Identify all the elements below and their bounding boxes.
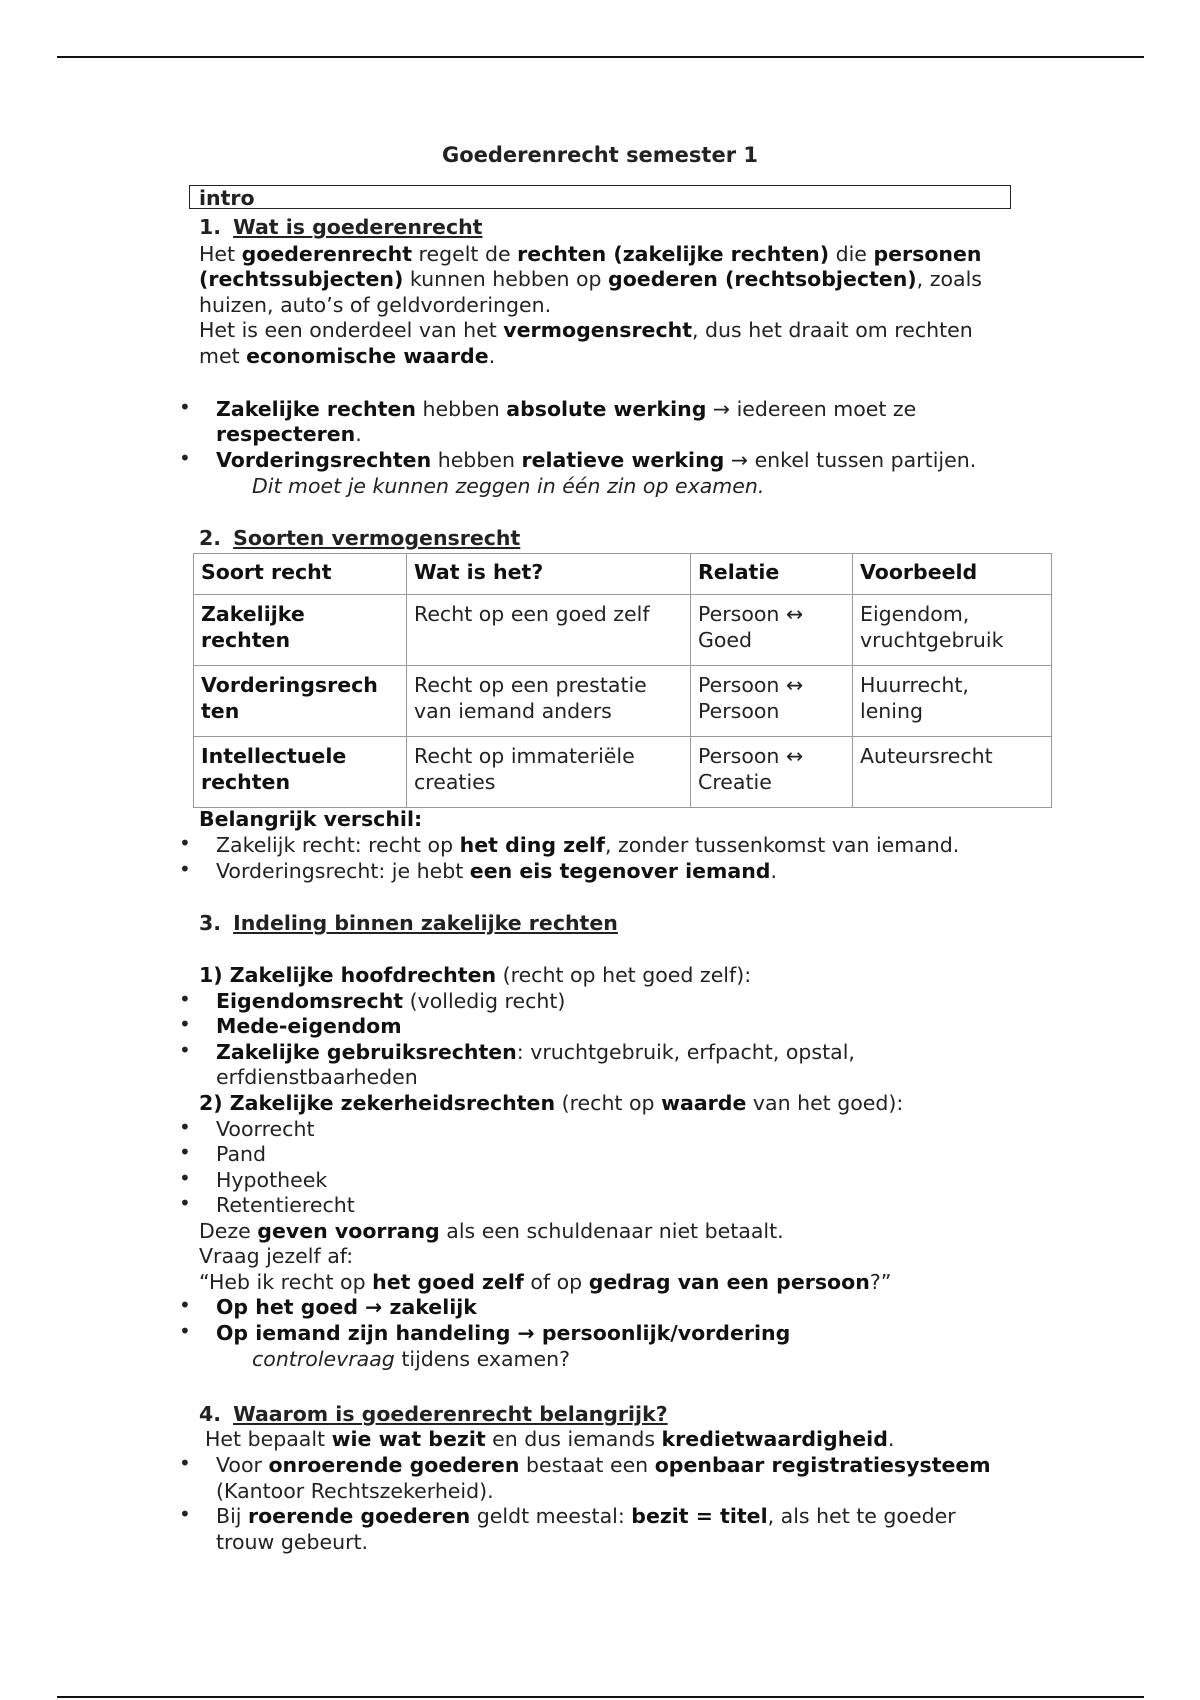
text: → enkel tussen partijen. [724,448,977,472]
cell-line: lening [860,699,924,723]
list-item-text [216,1452,991,1478]
table-cell [691,595,853,666]
question-line [199,1269,891,1295]
s1-line-4 [199,317,973,343]
list-item-text [216,1039,855,1065]
table-header-cell [194,554,407,595]
section-3-number: 3. [199,911,222,935]
bold-text: respecteren [216,422,356,446]
table-cell [407,666,691,737]
cell-line: Recht op een prestatie [414,673,647,697]
list-item-continuation [216,421,362,447]
header-text: Soort recht [201,560,332,584]
bold-text: wie wat bezit [331,1427,486,1451]
cell-line: van iemand anders [414,699,612,723]
cell-line: Auteursrecht [860,744,993,768]
table-row [194,595,1052,666]
cell-line: Zakelijke [201,602,305,626]
list-item-text: Pand [216,1142,267,1166]
section-2-title: Soorten vermogensrecht [233,526,521,550]
list-item-text: Voorrecht [216,1117,315,1141]
text: : vruchtgebruik, erfpacht, opstal, [516,1040,855,1064]
s1-line-5 [199,343,495,369]
bold-text: het goed zelf [372,1270,524,1294]
bold-text: het ding zelf [459,833,605,857]
text: , zoals [916,267,982,291]
bullet-icon: • [179,395,191,419]
table-cell [194,595,407,666]
important-label [199,806,422,832]
text: als een schuldenaar niet betaalt. [439,1219,784,1243]
text: Voor [216,1453,269,1477]
bold-text: Op iemand zijn handeling → persoonlijk/vordering [216,1321,791,1345]
table-cell [853,737,1052,808]
table-row [194,666,1052,737]
rights-table [193,553,1052,808]
bold-text: personen [873,242,982,266]
list-item-continuation: (Kantoor Rechtszekerheid). [216,1479,494,1503]
text: tijdens examen? [394,1347,570,1371]
bold-text: vermogensrecht [503,318,693,342]
bold-text: Eigendomsrecht [216,989,404,1013]
bold-text: geven voorrang [257,1219,440,1243]
bold-text: Zakelijke gebruiksrechten [216,1040,517,1064]
header-rule [57,56,1144,58]
text: geldt meestal: [470,1504,632,1528]
bold-text: Mede-eigendom [216,1014,402,1038]
table-header-cell [407,554,691,595]
list-item-text [216,1294,477,1320]
cell-line: vruchtgebruik [860,628,1004,652]
text: kunnen hebben op [403,267,609,291]
text: hebben [431,448,522,472]
list-item-text [216,447,976,473]
bullet-icon: • [179,1502,191,1526]
text: Het is een onderdeel van het [199,318,504,342]
bold-text: bezit = titel [631,1504,768,1528]
text: (volledig recht) [403,989,566,1013]
italic-text: controlevraag [252,1347,395,1371]
bold-text: 1) Zakelijke hoofdrechten [199,963,497,987]
list-item-text [216,988,565,1014]
cell-line: Creatie [698,770,772,794]
text: bestaat een [519,1453,655,1477]
table-cell [853,595,1052,666]
table-header-cell [691,554,853,595]
bold-text: waarde [661,1091,747,1115]
table-cell [691,737,853,808]
cell-line: Recht op immateriële [414,744,635,768]
s1-line-3: huizen, auto’s of geldvorderingen. [199,293,552,317]
cell-line: Recht op een goed zelf [414,602,650,626]
bold-text: Op het goed → zakelijk [216,1295,477,1319]
section-1-title: Wat is goederenrecht [233,215,483,239]
s1-line-1 [199,241,982,267]
text: ?” [869,1270,892,1294]
text: en dus iemands [485,1427,662,1451]
bold-text: 2) Zakelijke zekerheidsrechten [199,1091,556,1115]
list-item-text [216,1013,402,1039]
table-cell [853,666,1052,737]
s4-line-1 [205,1426,894,1452]
text: met [199,344,247,368]
bold-text: economische waarde [246,344,489,368]
bold-text: relatieve werking [521,448,725,472]
text: regelt de [412,242,518,266]
cell-line: Persoon [698,699,780,723]
cell-line: rechten [201,770,291,794]
bold-text: (rechtssubjecten) [199,267,404,291]
bold-text: roerende goederen [247,1504,471,1528]
bold-text: goederenrecht [241,242,412,266]
bullet-icon: • [179,1012,191,1036]
cell-line: Eigendom, [860,602,970,626]
bold-text: openbaar registratiesysteem [654,1453,991,1477]
bullet-icon: • [179,831,191,855]
text: die [829,242,874,266]
list-item-continuation: trouw gebeurt. [216,1530,369,1554]
list-item-text [216,832,959,858]
ask-yourself-line: Vraag jezelf af: [199,1244,354,1268]
list-item-continuation: erfdienstbaarheden [216,1065,418,1089]
bullet-icon: • [179,987,191,1011]
intro-box: intro [189,185,1011,209]
bold-text: kredietwaardigheid [661,1427,888,1451]
list-item-text: Hypotheek [216,1168,328,1192]
header-text: Relatie [698,560,780,584]
cell-line: Goed [698,628,753,652]
text: . [488,344,496,368]
bullet-icon: • [179,1293,191,1317]
text: , als het te goeder [767,1504,956,1528]
bullet-icon: • [179,446,191,470]
list-item-text [216,858,777,884]
table-row [194,737,1052,808]
section-1-heading [199,214,483,240]
section-4-heading [199,1401,668,1427]
cell-line: Huurrecht, [860,673,969,697]
text: . [770,859,778,883]
text: Zakelijk recht: recht op [216,833,460,857]
text: van het goed): [746,1091,904,1115]
text: Deze [199,1219,258,1243]
cell-line: Persoon ↔ [698,602,804,626]
bold-text: goederen (rechtsobjecten) [608,267,917,291]
text: Het [199,242,242,266]
cell-line: Vorderingsrech [201,673,378,697]
text: “Heb ik recht op [199,1270,373,1294]
bullet-icon: • [179,1038,191,1062]
priority-line [199,1218,784,1244]
table-cell [407,595,691,666]
text: , dus het draait om rechten [692,318,973,342]
s1-line-2 [199,266,982,292]
bullet-icon: • [179,1115,191,1139]
list-item-text [216,396,916,422]
bold-text: Zakelijke rechten [216,397,416,421]
text: hebben [415,397,507,421]
exam-note [252,473,764,499]
list-item-text [216,1503,956,1529]
bullet-icon: • [179,857,191,881]
text: (recht op [555,1091,662,1115]
section-3-title: Indeling binnen zakelijke rechten [233,911,618,935]
cell-line: ten [201,699,240,723]
bullet-icon: • [179,1451,191,1475]
cell-line: creaties [414,770,496,794]
italic-text: Dit moet je kunnen zeggen in één zin op examen. [252,474,765,498]
text: Bij [216,1504,248,1528]
text: Het bepaalt [205,1427,332,1451]
bold-text: Vorderingsrechten [216,448,432,472]
bold-text: Belangrijk verschil: [199,807,423,831]
bold-text: gedrag van een persoon [588,1270,870,1294]
text: (recht op het goed zelf): [496,963,752,987]
control-question [252,1346,570,1372]
bullet-icon: • [179,1140,191,1164]
header-text: Wat is het? [414,560,544,584]
section-2-number: 2. [199,526,222,550]
list-item-text [216,1320,790,1346]
table-cell [194,666,407,737]
cell-line: Persoon ↔ [698,673,804,697]
table-header-cell [853,554,1052,595]
bullet-icon: • [179,1191,191,1215]
text: of op [523,1270,589,1294]
bold-text: absolute werking [506,397,707,421]
subheading-security-rights [199,1090,903,1116]
bold-text: onroerende goederen [268,1453,520,1477]
section-3-heading [199,910,618,936]
text: Vorderingsrecht: je hebt [216,859,470,883]
cell-line: Persoon ↔ [698,744,804,768]
header-text: Voorbeeld [860,560,978,584]
table-header-row [194,554,1052,595]
subheading-main-rights [199,962,751,988]
table-cell [691,666,853,737]
section-1-number: 1. [199,215,222,239]
cell-line: Intellectuele [201,744,347,768]
bold-text: een eis tegenover iemand [469,859,771,883]
bold-text: rechten (zakelijke rechten) [517,242,830,266]
cell-line: rechten [201,628,291,652]
text: , zonder tussenkomst van iemand. [604,833,960,857]
text: → iedereen moet ze [706,397,917,421]
table-cell [194,737,407,808]
footer-rule [57,1696,1144,1698]
text: . [355,422,362,446]
table-cell [407,737,691,808]
bullet-icon: • [179,1319,191,1343]
section-2-heading [199,525,520,551]
section-4-number: 4. [199,1402,222,1426]
document-title: Goederenrecht semester 1 [441,143,758,167]
section-4-title: Waarom is goederenrecht belangrijk? [233,1402,668,1426]
list-item-text: Retentierecht [216,1193,355,1217]
bullet-icon: • [179,1166,191,1190]
text: . [887,1427,895,1451]
